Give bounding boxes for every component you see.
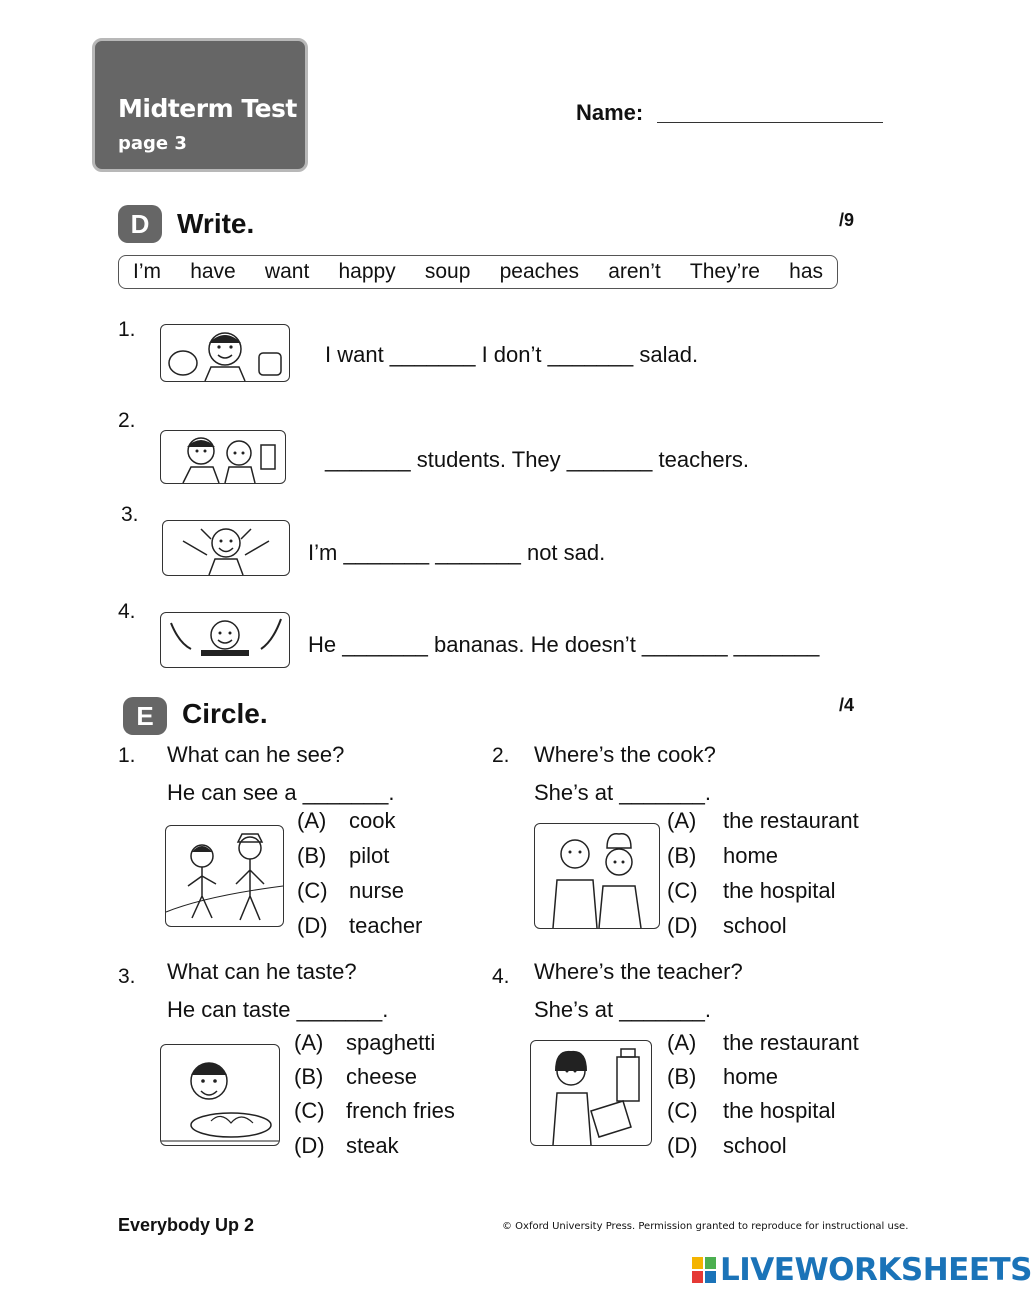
boy-and-pilot-illustration <box>165 825 284 927</box>
option-2d[interactable] <box>667 913 787 939</box>
copyright-notice: © Oxford University Press. Permission granted to reproduce for instructional use. <box>502 1221 909 1232</box>
word-bank-item: They’re <box>689 260 760 283</box>
question-number: 2. <box>492 744 510 767</box>
option-letter: (B) <box>294 1064 324 1089</box>
question-2: Where’s the cook? <box>534 742 716 767</box>
option-text: home <box>723 1064 779 1089</box>
option-4c[interactable] <box>667 1098 836 1124</box>
section-e-title: Circle. <box>182 698 268 729</box>
section-d-title: Write. <box>177 208 255 239</box>
word-bank <box>118 255 838 289</box>
option-letter: (D) <box>667 913 698 938</box>
option-text: teacher <box>349 913 423 938</box>
option-letter: (A) <box>297 808 327 833</box>
option-text: nurse <box>349 878 405 903</box>
option-letter: (D) <box>294 1133 325 1158</box>
question-number: 4. <box>492 965 510 988</box>
option-1a[interactable] <box>297 808 395 834</box>
section-d-score: /9 <box>839 210 855 230</box>
option-2a[interactable] <box>667 808 859 834</box>
option-text: the restaurant <box>723 808 859 833</box>
prompt-1: He can see a _______. <box>167 780 395 805</box>
option-text: pilot <box>349 843 390 868</box>
option-2c[interactable] <box>667 878 836 904</box>
section-e-badge: E <box>123 697 167 735</box>
option-1d[interactable] <box>297 913 422 939</box>
option-4a[interactable] <box>667 1030 859 1056</box>
word-bank-item: want <box>264 260 310 283</box>
happy-girl-illustration <box>162 520 290 576</box>
option-letter: (A) <box>294 1030 324 1055</box>
option-3d[interactable] <box>294 1133 399 1159</box>
word-bank-item: aren’t <box>608 260 661 283</box>
option-letter: (C) <box>294 1098 325 1123</box>
option-text: the hospital <box>723 1098 836 1123</box>
option-letter: (C) <box>297 878 328 903</box>
liveworksheets-logo[interactable] <box>692 1252 1032 1288</box>
word-bank-item: happy <box>338 260 396 283</box>
option-3c[interactable] <box>294 1098 455 1124</box>
option-1c[interactable] <box>297 878 404 904</box>
option-3a[interactable] <box>294 1030 435 1056</box>
option-text: steak <box>346 1133 399 1158</box>
option-3b[interactable] <box>294 1064 417 1090</box>
option-letter: (B) <box>667 1064 697 1089</box>
option-text: school <box>723 913 787 938</box>
question-4: Where’s the teacher? <box>534 959 743 984</box>
option-4d[interactable] <box>667 1133 787 1159</box>
option-letter: (D) <box>297 913 328 938</box>
option-letter: (B) <box>667 843 697 868</box>
sentence-1: I want _______ I don’t _______ salad. <box>325 342 699 367</box>
option-4b[interactable] <box>667 1064 778 1090</box>
sentence-4: He _______ bananas. He doesn’t _______ _______ <box>308 632 820 657</box>
option-text: the restaurant <box>723 1030 859 1055</box>
word-bank-item: have <box>190 260 236 283</box>
question-3: What can he taste? <box>167 959 357 984</box>
option-text: school <box>723 1133 787 1158</box>
item-number: 2. <box>118 409 136 432</box>
word-bank-item: has <box>789 260 823 283</box>
word-bank-item: I’m <box>133 260 161 283</box>
prompt-4: She’s at _______. <box>534 997 711 1022</box>
section-d-badge: D <box>118 205 162 243</box>
option-text: the hospital <box>723 878 836 903</box>
option-text: spaghetti <box>346 1030 436 1055</box>
boy-with-soup-illustration <box>160 324 290 382</box>
word-bank-item: peaches <box>499 260 580 283</box>
teacher-illustration <box>530 1040 652 1146</box>
name-label: Name: <box>576 100 644 125</box>
option-2b[interactable] <box>667 843 778 869</box>
option-text: cheese <box>346 1064 417 1089</box>
prompt-2: She’s at _______. <box>534 780 711 805</box>
item-number: 3. <box>121 503 139 526</box>
sentence-2: _______ students. They _______ teachers. <box>325 447 750 472</box>
boy-with-bananas-illustration <box>160 612 290 668</box>
liveworksheets-brand: LIVEWORKSHEETS <box>720 1252 1032 1288</box>
prompt-3: He can taste _______. <box>167 997 389 1022</box>
question-number: 3. <box>118 965 136 988</box>
test-title: Midterm Test <box>118 94 297 123</box>
option-text: french fries <box>346 1098 455 1123</box>
option-letter: (A) <box>667 808 697 833</box>
option-letter: (C) <box>667 1098 698 1123</box>
option-letter: (D) <box>667 1133 698 1158</box>
liveworksheets-logo-icon <box>692 1257 716 1283</box>
name-field[interactable] <box>657 122 883 123</box>
boy-eating-illustration <box>160 1044 280 1146</box>
option-1b[interactable] <box>297 843 389 869</box>
cook-illustration <box>534 823 660 929</box>
item-number: 1. <box>118 318 136 341</box>
question-1: What can he see? <box>167 742 345 767</box>
option-letter: (A) <box>667 1030 697 1055</box>
section-e-score: /4 <box>839 695 855 715</box>
item-number: 4. <box>118 600 136 623</box>
option-letter: (B) <box>297 843 327 868</box>
book-title: Everybody Up 2 <box>118 1215 255 1235</box>
option-letter: (C) <box>667 878 698 903</box>
option-text: cook <box>349 808 396 833</box>
word-bank-item: soup <box>424 260 471 283</box>
test-page-number: page 3 <box>118 133 187 154</box>
option-text: home <box>723 843 779 868</box>
question-number: 1. <box>118 744 136 767</box>
students-illustration <box>160 430 286 484</box>
sentence-3: I’m _______ _______ not sad. <box>308 540 606 565</box>
